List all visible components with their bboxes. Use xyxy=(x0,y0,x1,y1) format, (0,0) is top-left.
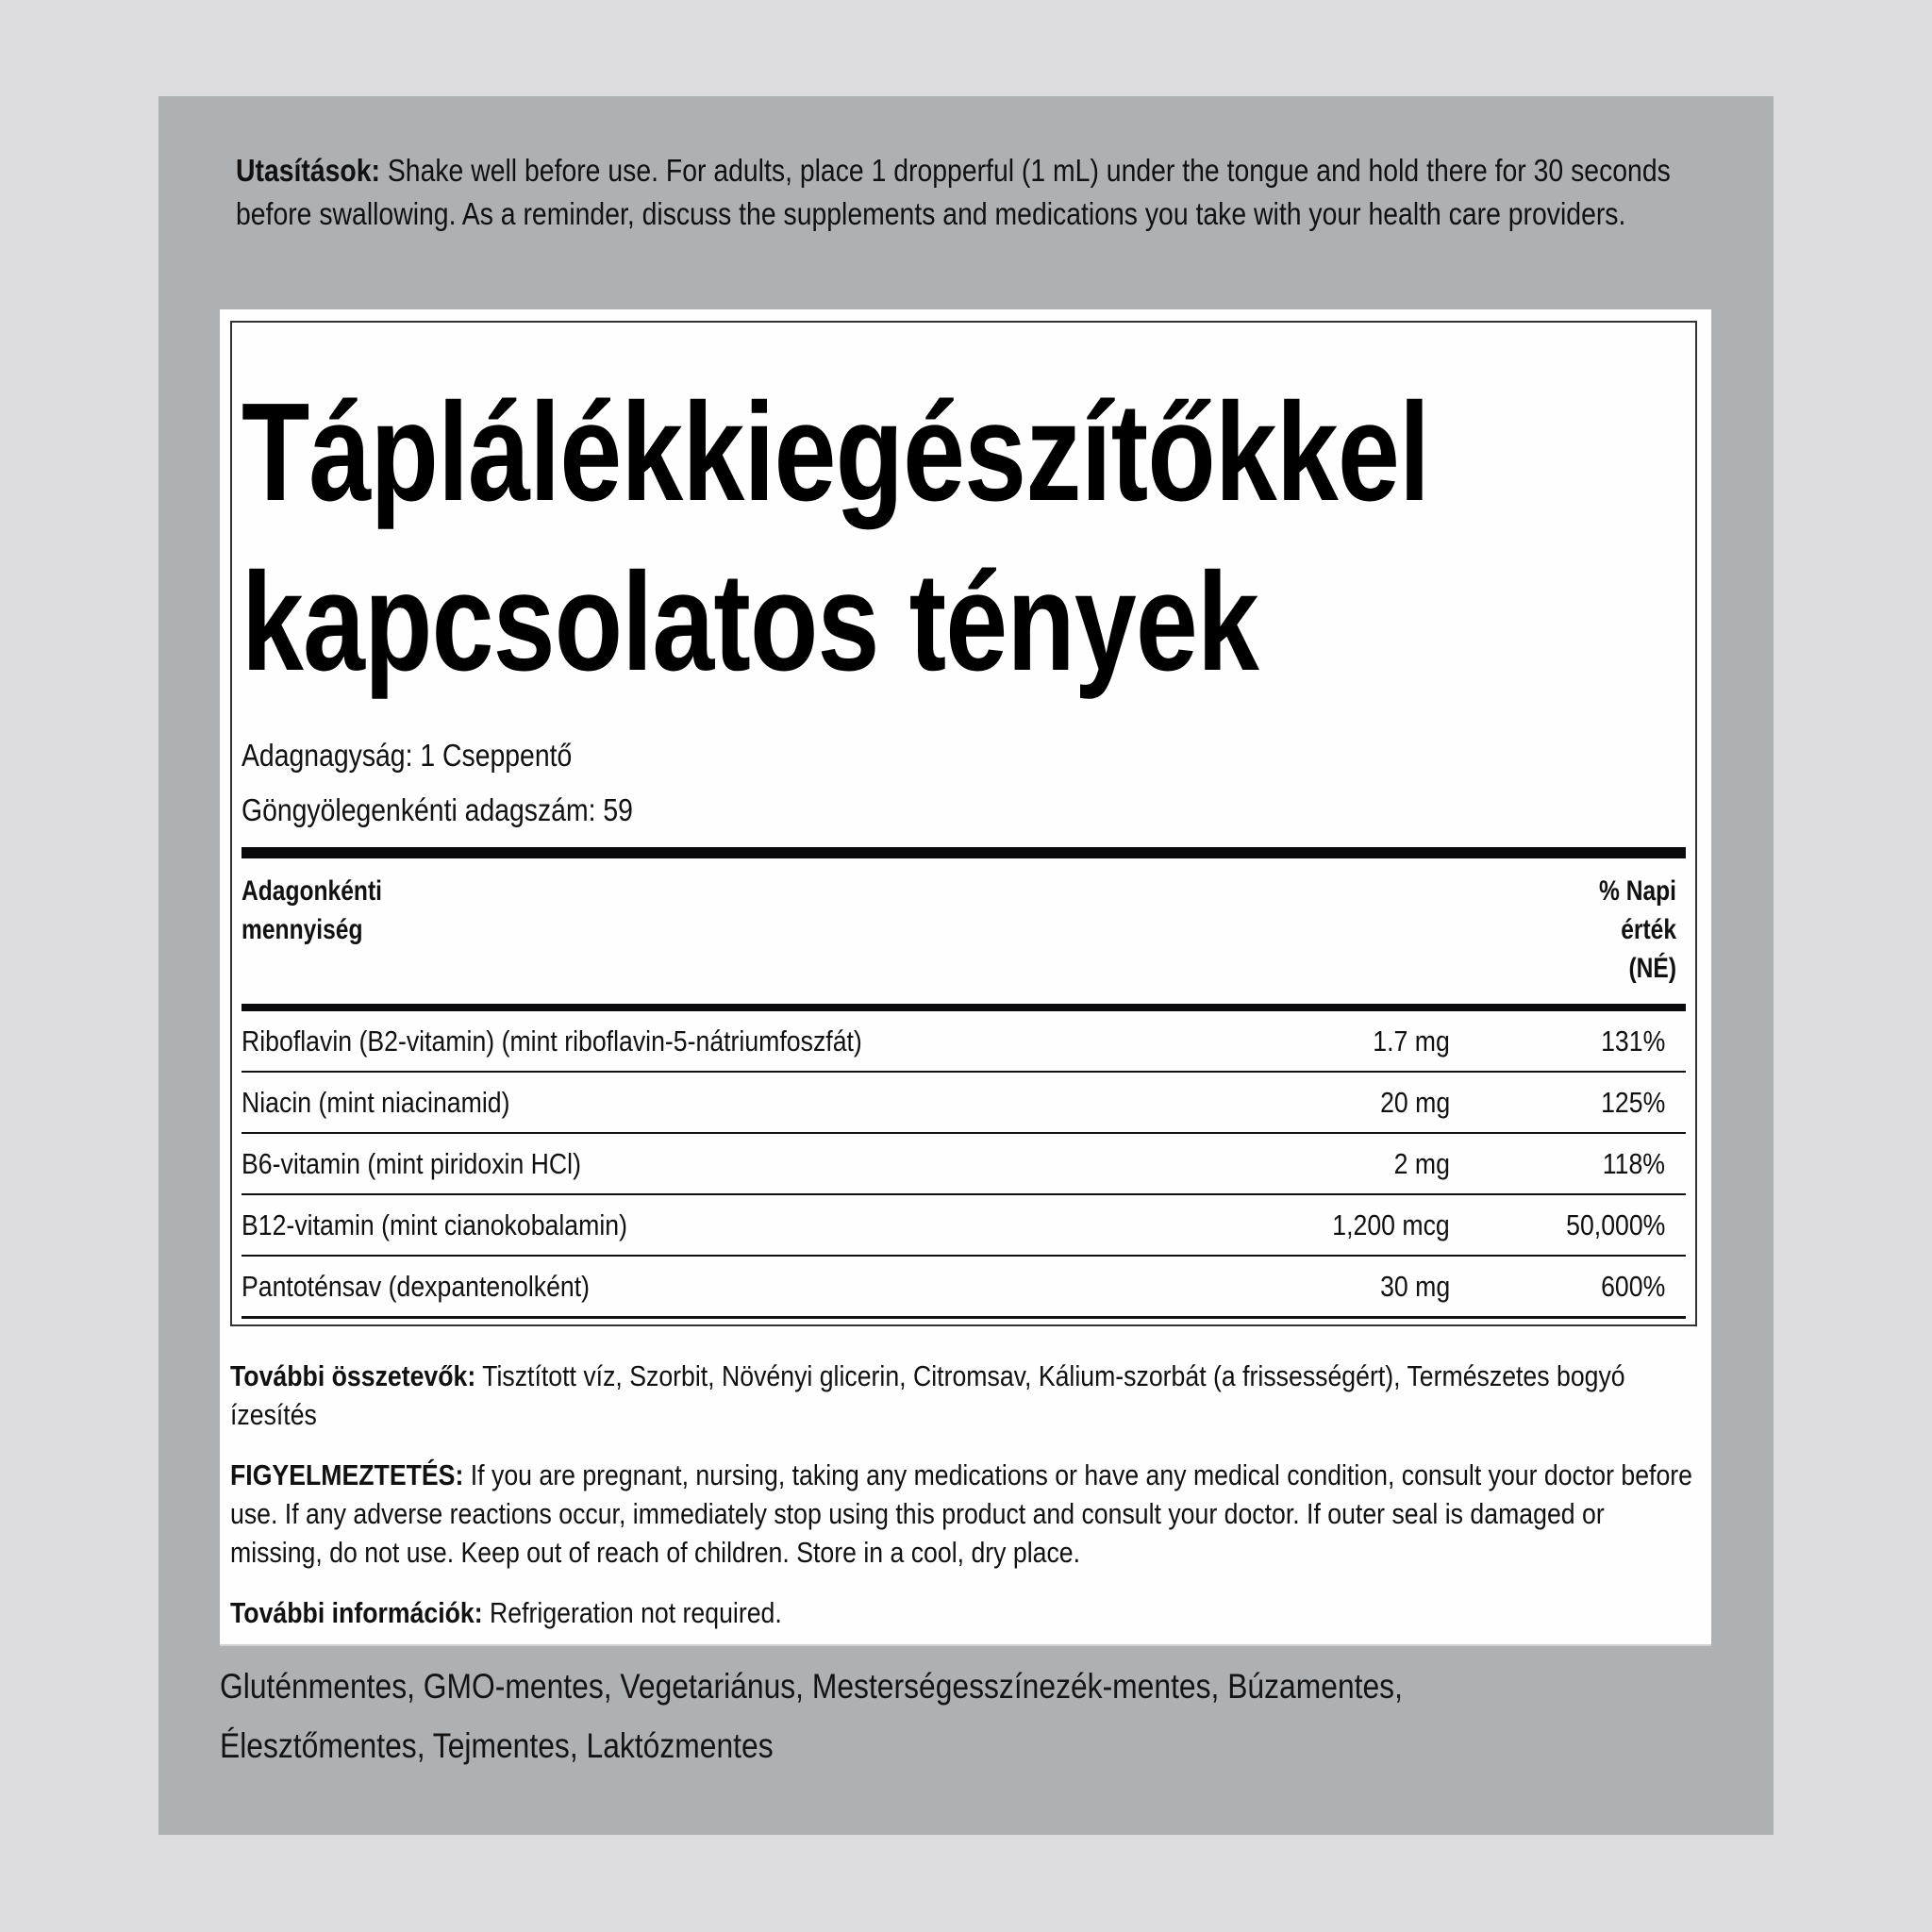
header-left-line-2: mennyiség xyxy=(242,914,363,945)
amount-per-serving-header xyxy=(242,872,382,949)
directions-text xyxy=(236,149,1688,236)
other-ingredients-text: Tisztított víz, Szorbit, Növényi glicerin, Citromsav, Kálium-szorbát (a frissességért), Természetes bogyó ízesítés xyxy=(230,1359,1625,1431)
nutrient-daily-value: 118% xyxy=(1602,1147,1665,1180)
claims-line-1: Gluténmentes, GMO-mentes, Vegetariánus, Mesterségesszínezék-mentes, Búzamentes, xyxy=(220,1667,1403,1706)
header-right-line-1: % Napi xyxy=(1598,875,1676,907)
title-line-1: Táplálékkiegészítőkkel xyxy=(242,375,1430,530)
warning-text: If you are pregnant, nursing, taking any medications or have any medical condition, consult your doctor before use. If any adverse reactions occur, immediately stop using this product and consult your doctor. If outer seal is damaged or missing, do not use. Keep out of reach of children. Store in a cool, dry place. xyxy=(230,1458,1693,1569)
warning xyxy=(230,1456,1694,1572)
additional-info xyxy=(230,1593,1694,1632)
other-ingredients-label: További összetevők: xyxy=(230,1359,476,1392)
table-row xyxy=(242,1134,1686,1195)
additional-info-text: Refrigeration not required. xyxy=(482,1596,782,1629)
nutrient-amount: 20 mg xyxy=(1379,1086,1450,1119)
table-row xyxy=(242,1011,1686,1073)
nutrient-table xyxy=(242,1011,1686,1319)
nutrient-daily-value: 131% xyxy=(1600,1024,1665,1058)
additional-info-label: További információk: xyxy=(230,1596,483,1629)
table-row xyxy=(242,1257,1686,1319)
nutrient-daily-value: 50,000% xyxy=(1565,1208,1665,1241)
table-row xyxy=(242,1073,1686,1134)
nutrient-amount: 1.7 mg xyxy=(1373,1024,1450,1058)
other-ingredients xyxy=(230,1357,1694,1434)
header-right-line-3: (NÉ) xyxy=(1628,953,1676,984)
supplement-facts-box xyxy=(230,321,1697,1326)
nutrient-amount: 1,200 mcg xyxy=(1332,1208,1450,1241)
nutrient-name: Niacin (mint niacinamid) xyxy=(242,1086,510,1119)
header-divider xyxy=(242,1004,1686,1011)
dietary-claims xyxy=(220,1657,1599,1775)
claims-line-2: Élesztőmentes, Tejmentes, Laktózmentes xyxy=(220,1726,774,1765)
nutrient-daily-value: 600% xyxy=(1600,1270,1665,1303)
servings-per-container: Göngyölegenkénti adagszám: 59 xyxy=(242,792,633,827)
header-left-line-1: Adagonkénti xyxy=(242,875,382,907)
supplement-facts-title xyxy=(242,368,1429,708)
directions-body: Shake well before use. For adults, place 1 dropperful (1 mL) under the tongue and hold there for 30 seconds before swallowing. As a reminder, discuss the supplements and medications you take with your health care providers. xyxy=(236,153,1671,231)
nutrient-name: Pantoténsav (dexpantenolként) xyxy=(242,1270,591,1303)
daily-value-header xyxy=(1599,872,1676,988)
title-line-2: kapcsolatos tények xyxy=(242,544,1259,700)
supplement-facts-panel xyxy=(220,309,1711,1646)
directions-label: Utasítások: xyxy=(236,153,380,188)
table-row xyxy=(242,1195,1686,1257)
nutrient-name: B6-vitamin (mint piridoxin HCl) xyxy=(242,1147,581,1180)
nutrient-daily-value: 125% xyxy=(1600,1086,1665,1119)
nutrient-amount: 2 mg xyxy=(1393,1147,1450,1180)
nutrient-amount: 30 mg xyxy=(1379,1270,1450,1303)
header-right-line-2: érték xyxy=(1621,914,1676,945)
nutrient-name: Riboflavin (B2-vitamin) (mint riboflavin-5-nátriumfoszfát) xyxy=(242,1024,862,1058)
nutrient-name: B12-vitamin (mint cianokobalamin) xyxy=(242,1208,627,1241)
warning-label: FIGYELMEZTETÉS: xyxy=(230,1458,464,1491)
thick-divider xyxy=(242,847,1686,858)
serving-size: Adagnagyság: 1 Cseppentő xyxy=(242,738,573,773)
